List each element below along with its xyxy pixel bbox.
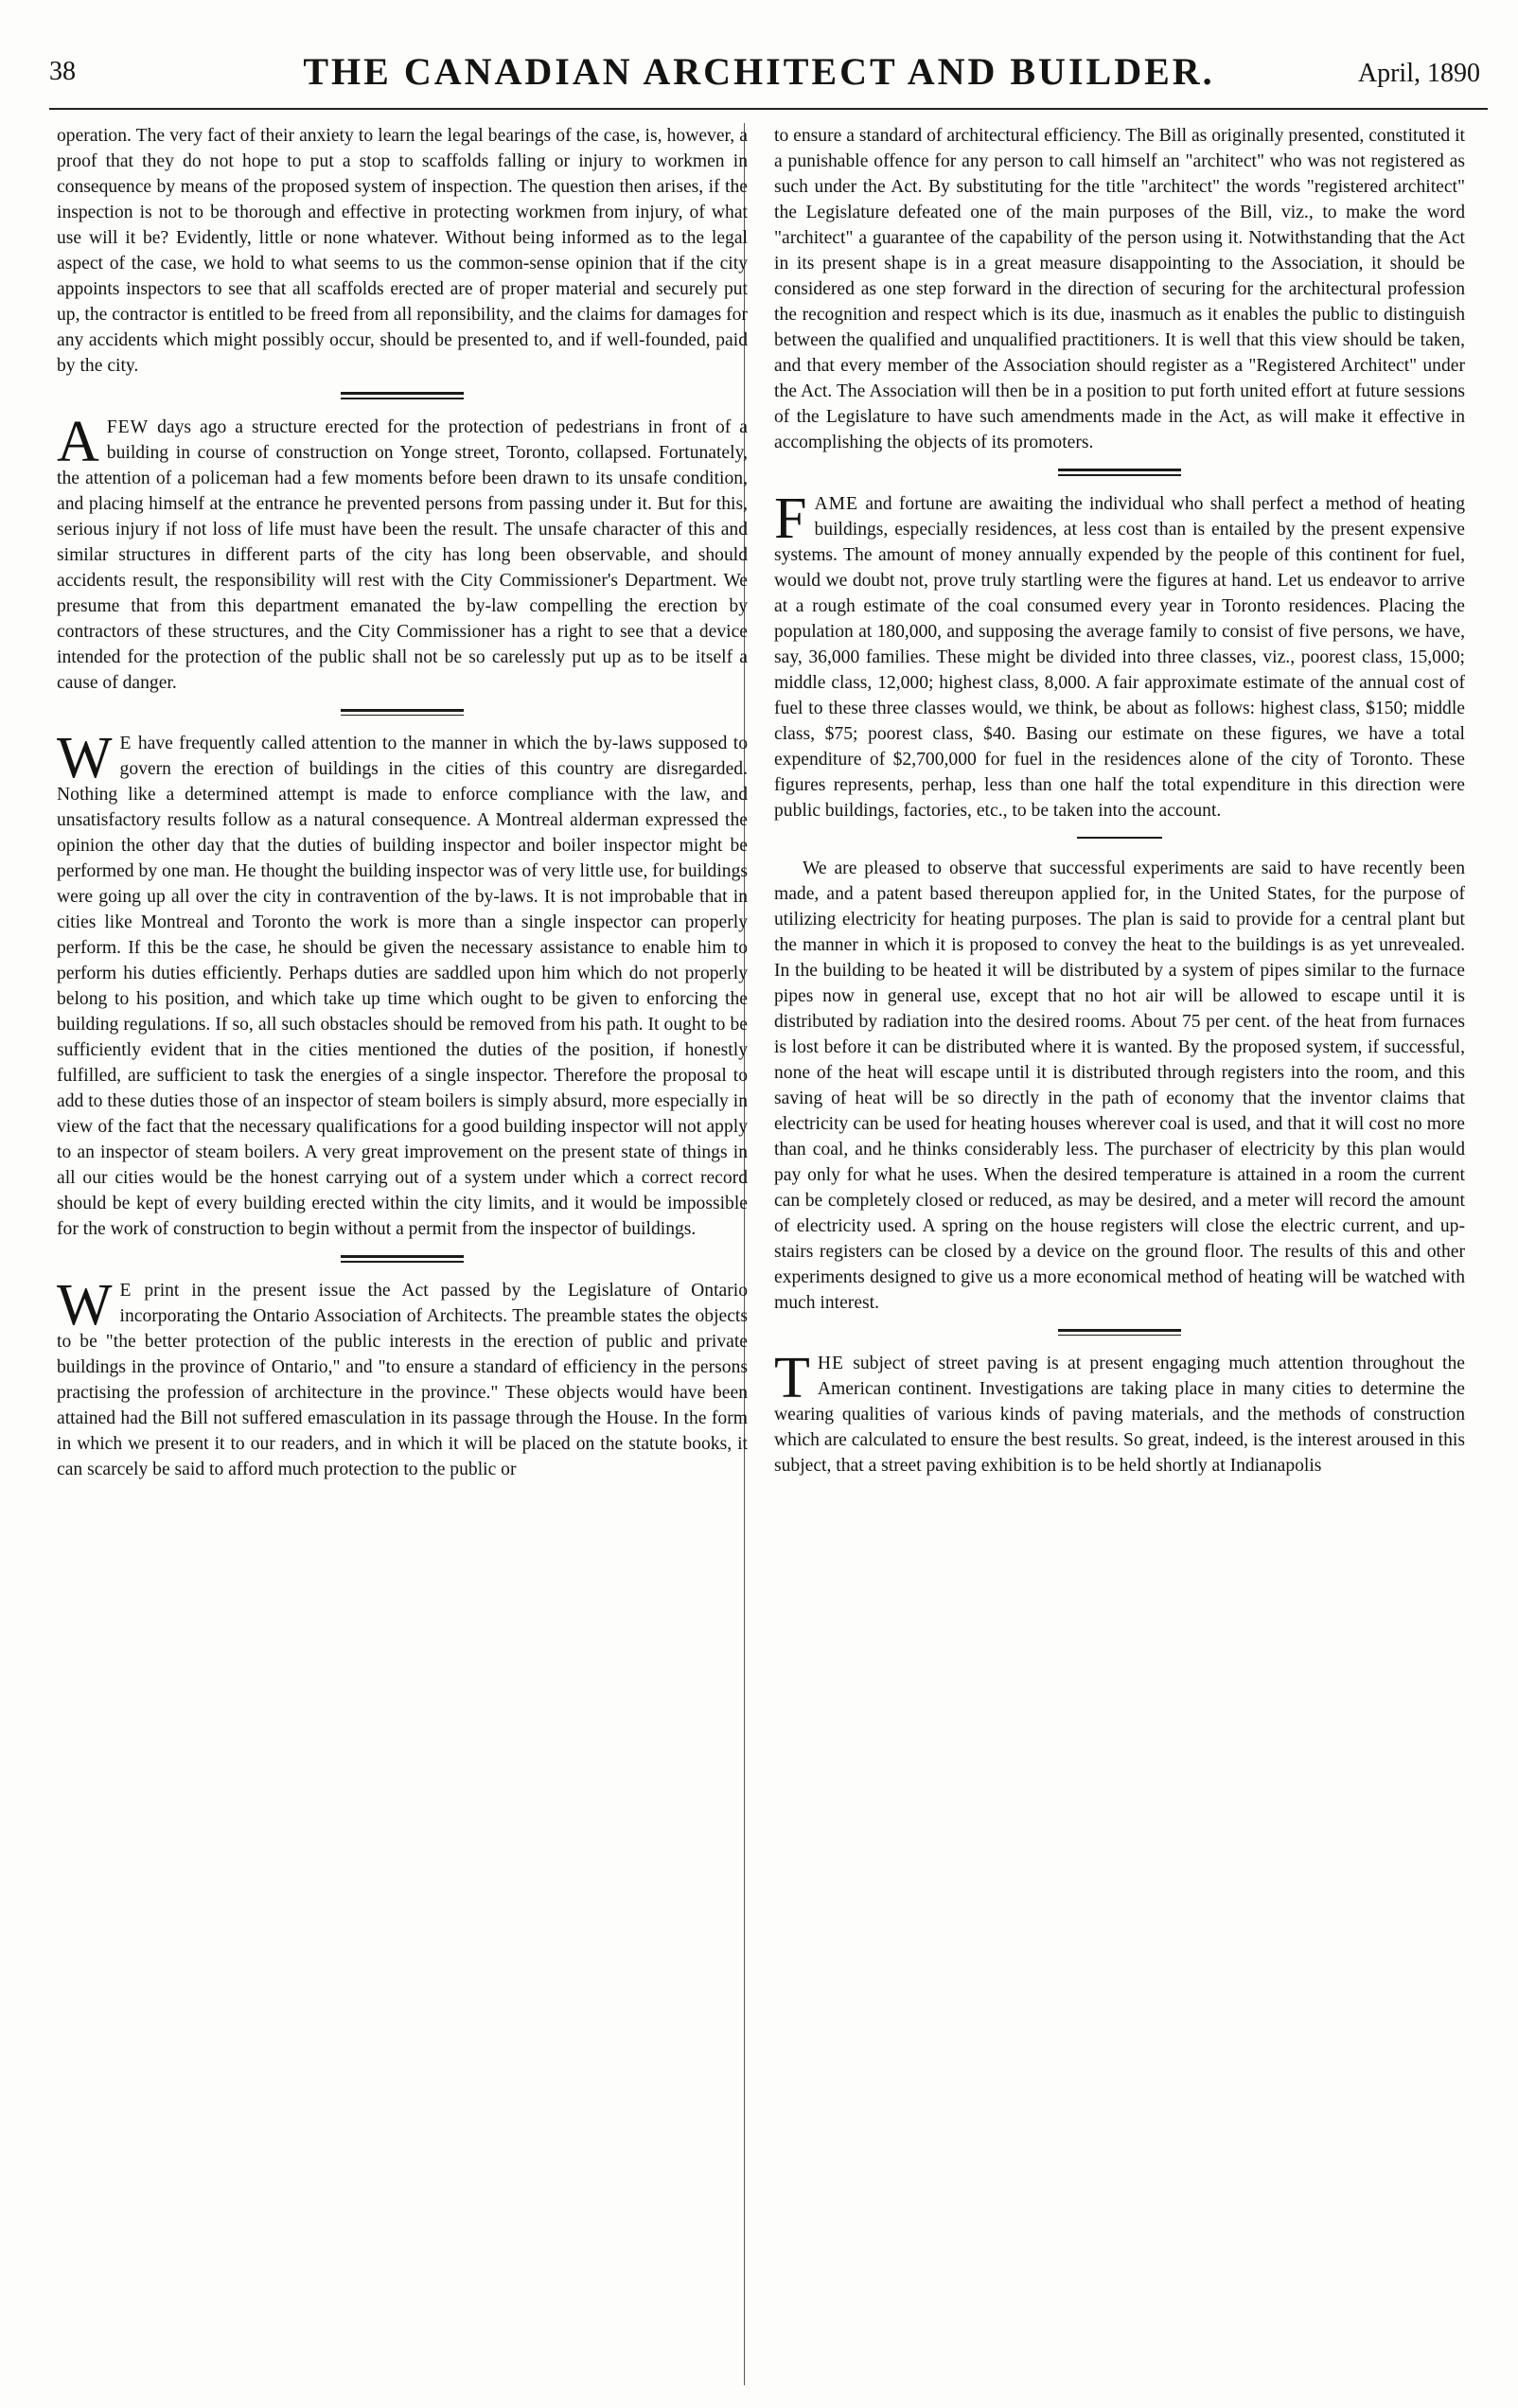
section-separator bbox=[341, 709, 464, 717]
issue-date: April, 1890 bbox=[1357, 59, 1480, 88]
section-separator bbox=[341, 1255, 464, 1263]
article-heating-fuel-costs bbox=[774, 486, 1465, 823]
article-body: days ago a structure erected for the protection of pedestrians in front of a building in course of construction on Yonge street, Toronto, collapsed. Fortunately, the attention of a policeman had a few moments before been drawn to its unsafe condition, and placing himself at the entrance he prevented persons from passing under it. But for this, serious injury if not loss of life must have been the result. The unsafe character of this and similar structures in different parts of the city has long been observable, and should accidents result, the responsibility will rest with the City Commissioner's Department. We presume that from this department emanated the by-law compelling the erection by contractors of these structures, and the City Commissioner has a right to see that a device intended for the protection of the public shall not be so carelessly put up as to be itself a cause of danger. bbox=[57, 416, 748, 693]
drop-cap: A bbox=[57, 409, 99, 474]
page-number: 38 bbox=[49, 57, 76, 86]
article-body: and fortune are awaiting the individual who shall perfect a method of heating buildings, especially residences, at less cost than is entailed by the present expensive systems. The amount of money annually expended by the people of this continent for fuel, would we doubt not, prove truly startling were the figures at hand. Let us endeavor to arrive at a rough estimate of the coal consumed every year in Toronto residences. Placing the population at 180,000, and supposing the average family to consist of five persons, we have, say, 36,000 families. These might be divided into three classes, viz., poorest class, 15,000; middle class, 12,000; highest class, 8,000. A fair approximate estimate of the annual cost of fuel to these three classes would, we think, be about as follows: highest class, $150; middle class, $75; poorest class, $40. Basing our estimate on these figures, we have a total expenditure of $2,700,000 for fuel in the residences alone of the city of Toronto. These figures represents, perhap, less than one half the total expenditure in this direction were public buildings, factories, etc., to be taken into the account. bbox=[774, 493, 1465, 821]
drop-cap: W bbox=[57, 1272, 113, 1337]
lead-word: FEW bbox=[106, 416, 150, 437]
drop-cap: F bbox=[774, 486, 807, 551]
article-street-paving bbox=[774, 1346, 1465, 1478]
article-yonge-street-structure bbox=[57, 409, 748, 696]
article-body: print in the present issue the Act passed by the Legislature of Ontario incorporating the Ontario Association of Architects. The preamble states the objects to be "the better protection of the public interests in the erection of public and private buildings in the province of Ontario," and "to ensure a standard of efficiency in the persons practising the profession of architecture in the province." These objects would have been attained had the Bill not suffered emasculation in its passage through the House. In the form in which we present it to our readers, and in which it will be placed on the statute books, it can scarcely be said to afford much protection to the public or bbox=[57, 1280, 748, 1479]
lead-word: E bbox=[119, 734, 132, 753]
article-electric-heating: We are pleased to observe that successful experiments are said to have recently been made, and a patent based thereupon applied for, in the United States, for the purpose of utilizing electricity for heating purposes. The plan is said to provide for a central plant but the manner in which it is proposed to convey the heat to the buildings is as yet unrevealed. In the building to be heated it will be distributed by a system of pipes similar to the furnace pipes now in general use, except that no hot air will be allowed to escape until it is distributed by radiation into the desired rooms. About 75 per cent. of the heat from furnaces is lost before it can be distributed where it is wanted. By the proposed system, if successful, none of the heat will escape until it is distributed through registers into the room, and this saving of heat will be so directly in the path of economy that the inventor claims that electricity can be used for heating houses wherever coal is used, and that it will cost no more than coal, and he thinks considerably less. The purchaser of electricity by this plan would pay only for what he uses. When the desired temperature is attained in a room the current can be completely closed or reduced, as may be desired, and a meter will record the amount of electricity used. A spring on the house registers will close the electric current, and up-stairs registers can be closed by a device on the ground floor. The results of this and other experiments designed to give us a more economical method of heating will be watched with much interest. bbox=[774, 858, 1465, 1313]
journal-title: THE CANADIAN ARCHITECT AND BUILDER. bbox=[303, 50, 1215, 93]
article-body: have frequently called attention to the manner in which the by-laws supposed to govern the erection of buildings in the cities of this country are disregarded. Nothing like a determined attempt is made to enforce compliance with the law, and unsatisfactory results follow as a natural consequence. A Montreal alderman expressed the opinion the other day that the duties of building inspector and boiler inspector might be performed by one man. He thought the building inspector was of very little use, for buildings were going up all over the city in contravention of the by-laws. It is not improbable that in cities like Montreal and Toronto the work is more than a single inspector can properly perform. If this be the case, he should be given the necessary assistance to enable him to perform his duties efficiently. Perhaps duties are saddled upon him which do not properly belong to his position, and which take up time which ought to be given to enforcing the building regulations. If so, all such obstacles should be removed from his path. It ought to be sufficiently evident that in the cities mentioned the duties of the position, if honestly fulfilled, are sufficient to task the energies of a single inspector. Therefore the proposal to add to these duties those of an inspector of steam boilers is simply absurd, more especially in view of the fact that the necessary qualifications for a good building inspector will not apply to an inspector of steam boilers. A very great improvement on the present state of things in all our cities would be the honest carrying out of a system under which a correct record should be kept of every building erected within the city limits, and it would be impossible for the work of construction to begin without a permit from the inspector of buildings. bbox=[57, 734, 748, 1239]
article-ontario-association-act bbox=[57, 1272, 748, 1482]
section-separator bbox=[341, 392, 464, 399]
drop-cap: T bbox=[774, 1346, 810, 1410]
page-header bbox=[0, 0, 1518, 114]
drop-cap: W bbox=[57, 726, 113, 790]
right-column bbox=[774, 123, 1465, 2395]
short-rule bbox=[1077, 837, 1162, 839]
article-ontario-association-act-continued: to ensure a standard of architectural efficiency. The Bill as originally presented, constituted it a punishable offence for any person to call himself an "architect" who was not registered as such under the Act. By substituting for the title "architect" the words "registered architect" the Legislature defeated one of the main purposes of the Bill, viz., to make the word "architect" a guarantee of the capability of the person using it. Notwithstanding that the Act in its present shape is in a great measure disappointing to the Association, it should be considered as one step forward in the direction of securing for the architectural profession the recognition and respect which is its due, inasmuch as it enables the public to distinguish between the qualified and unqualified practitioners. It is well that this view should be taken, and that every member of the Association should register as a "Registered Architect" under the Act. The Association will then be in a position to put forth united effort at future sessions of the Legislature to have such amendments made in the Act, as will make it effective in accomplishing the objects of its promoters. bbox=[774, 126, 1465, 452]
header-rule bbox=[49, 108, 1488, 110]
section-separator bbox=[1058, 1329, 1181, 1337]
article-building-bylaws bbox=[57, 726, 748, 1242]
lead-word: AME bbox=[814, 493, 859, 514]
section-separator bbox=[1058, 469, 1181, 476]
lead-word: E bbox=[119, 1280, 132, 1301]
article-body: subject of street paving is at present engaging much attention throughout the American continent. Investigations are taking place in many cities to determine the wearing qualities of various kinds of paving materials, and the methods of construction which are calculated to ensure the best results. So great, indeed, is the interest aroused in this subject, that a street paving exhibition is to be held shortly at Indianapolis bbox=[774, 1354, 1465, 1476]
lead-word: HE bbox=[817, 1354, 844, 1373]
left-column bbox=[57, 123, 748, 2395]
article-scaffold-inspection: operation. The very fact of their anxiety to learn the legal bearings of the case, is, however, a proof that they do not hope to put a stop to scaffolds falling or injury to workmen in consequence by means of the proposed system of inspection. The question then arises, if the inspection is not to be thorough and effective in protecting workmen from injury, of what use will it be? Evidently, little or none whatever. Without being informed as to the legal aspect of the case, we hold to what seems to us the common-sense opinion that if the city appoints inspectors to see that all scaffolds erected are of proper material and securely put up, the contractor is entitled to be freed from all reponsibility, and the claims for damages for any accidents which might possibly occur, should be presented to, and if well-founded, paid by the city. bbox=[57, 126, 748, 376]
